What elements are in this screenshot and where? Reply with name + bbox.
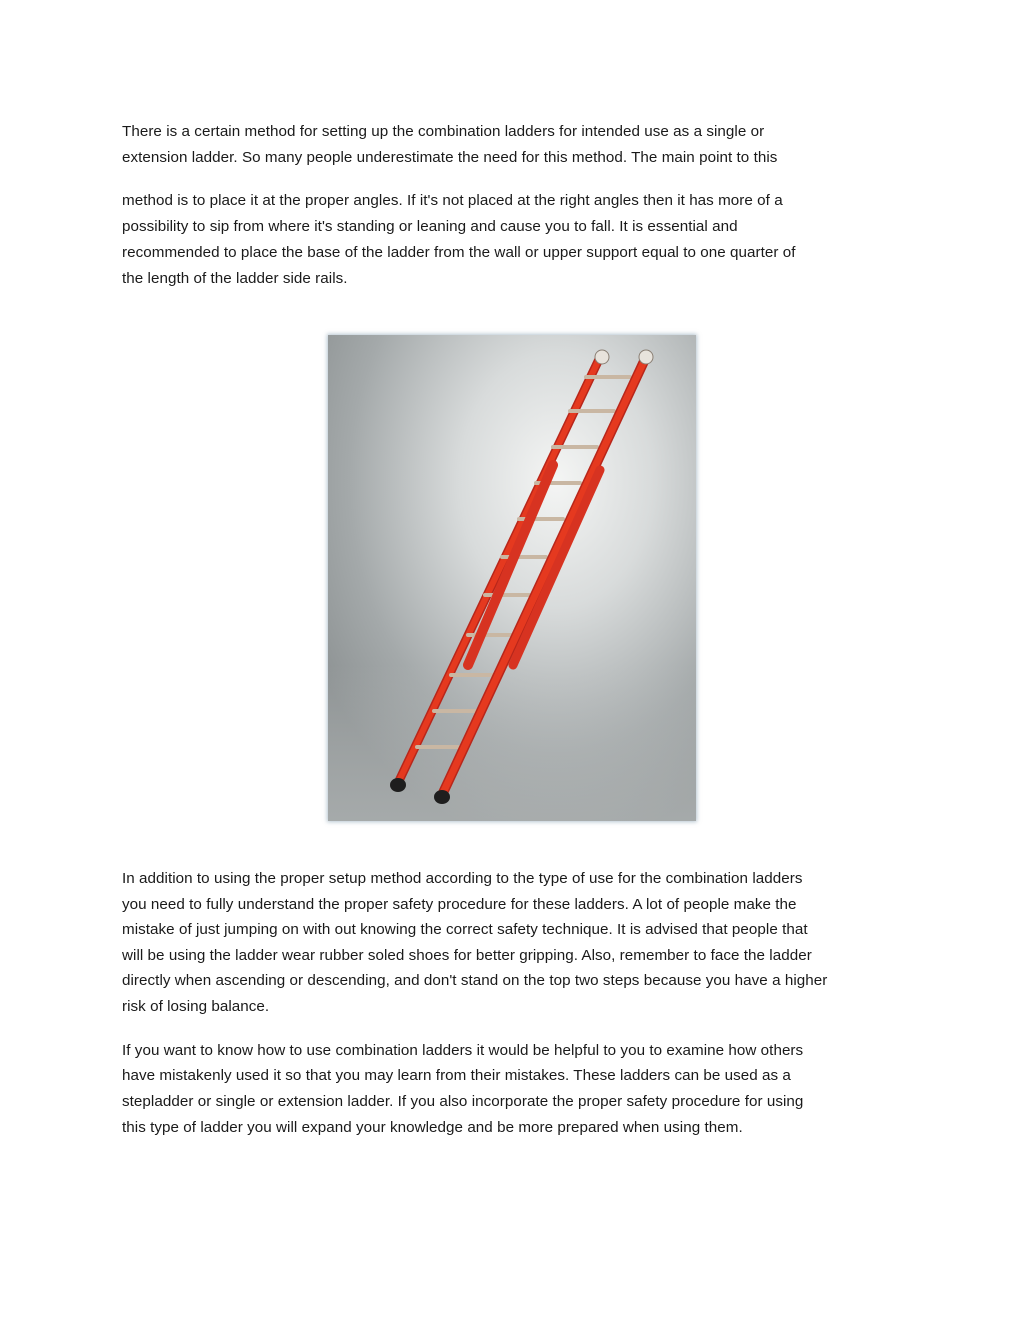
text-line: If you want to know how to use combination ladders it would be helpful to you to examine how others (122, 1042, 804, 1059)
text-line: the length of the ladder side rails. (122, 270, 348, 287)
ladder-top-cap (639, 350, 653, 364)
ladder-foot (434, 790, 450, 804)
text-line: will be using the ladder wear rubber soled shoes for better gripping. Also, remember to face the ladder (122, 947, 812, 964)
text-line: have mistakenly used it so that you may learn from their mistakes. These ladders can be used as a (122, 1067, 791, 1084)
text-line: method is to place it at the proper angles. If it's not placed at the right angles then it has more of a (122, 192, 783, 209)
text-line: stepladder or single or extension ladder. If you also incorporate the proper safety procedure for using (122, 1093, 804, 1110)
ladder-top-cap (595, 350, 609, 364)
text-line: this type of ladder you will expand your knowledge and be more prepared when using them. (122, 1119, 743, 1136)
ladder-illustration (328, 335, 696, 821)
text-line: you need to fully understand the proper safety procedure for these ladders. A lot of people make the (122, 896, 797, 913)
text-line: possibility to sip from where it's standing or leaning and cause you to fall. It is essential and (122, 218, 738, 235)
text-line: There is a certain method for setting up the combination ladders for intended use as a single or (122, 123, 765, 140)
text-line: directly when ascending or descending, and don't stand on the top two steps because you have a higher (122, 972, 828, 989)
text-line: In addition to using the proper setup method according to the type of use for the combination ladders (122, 870, 803, 887)
text-line: recommended to place the base of the ladder from the wall or upper support equal to one quarter of (122, 244, 796, 261)
text-line: extension ladder. So many people underestimate the need for this method. The main point to this (122, 149, 778, 166)
text-line: risk of losing balance. (122, 998, 270, 1015)
text-line: mistake of just jumping on with out knowing the correct safety technique. It is advised that people that (122, 921, 808, 938)
photo-floor (328, 665, 696, 821)
ladder-photo (328, 335, 696, 821)
ladder-foot (390, 778, 406, 792)
